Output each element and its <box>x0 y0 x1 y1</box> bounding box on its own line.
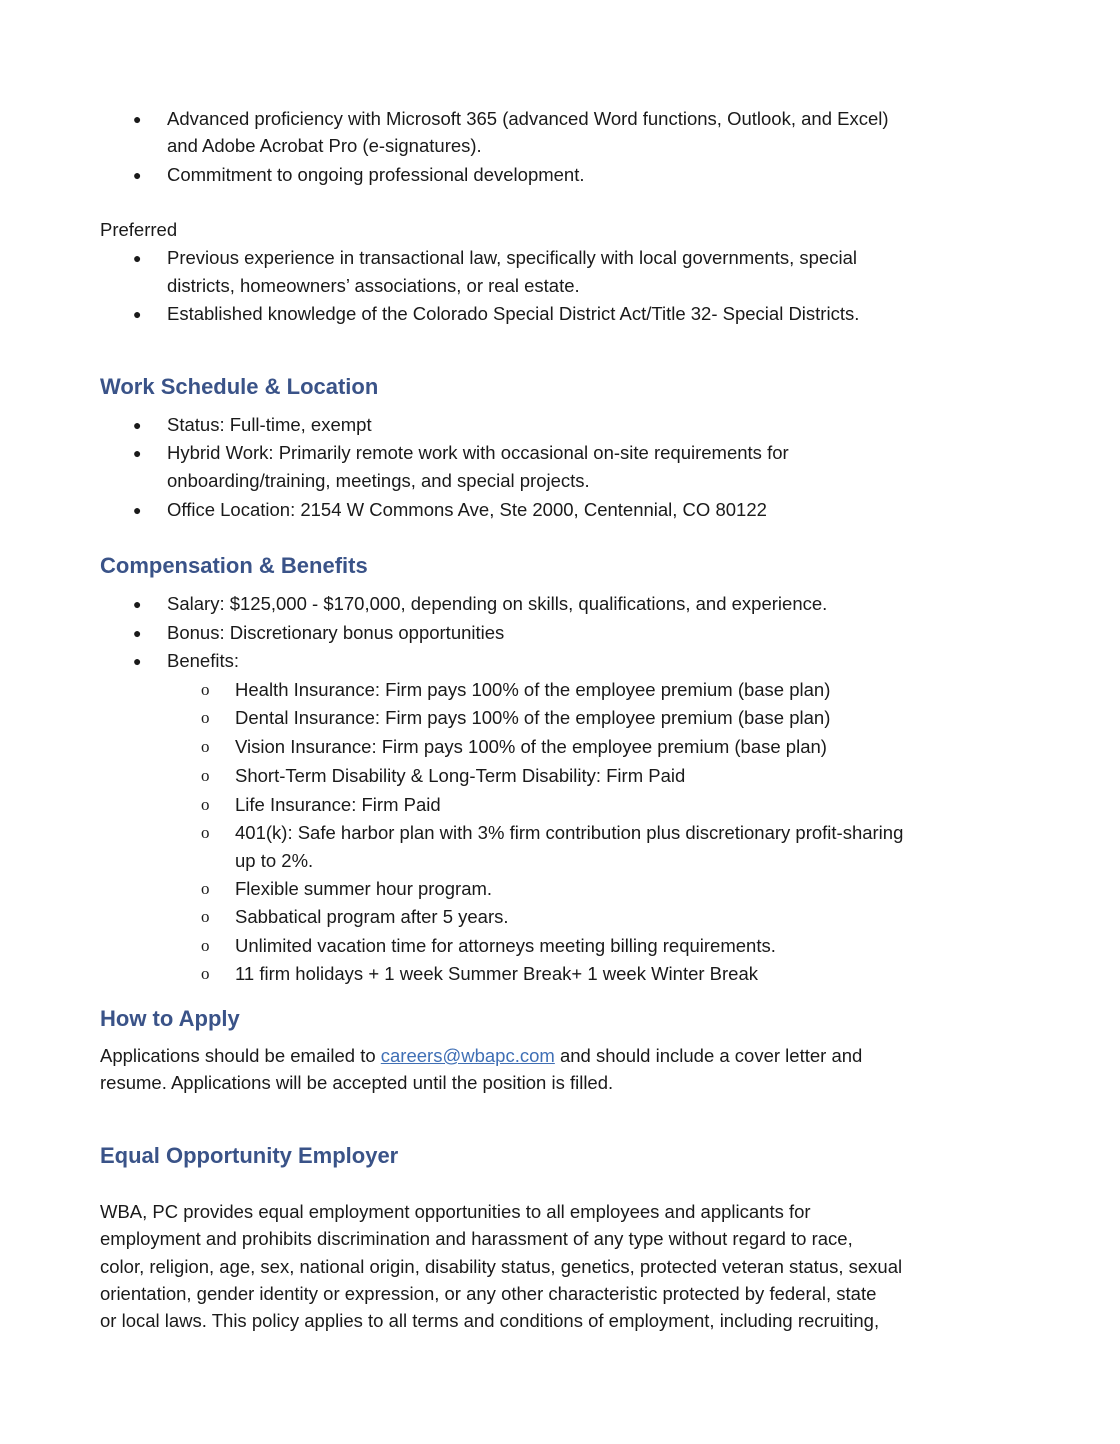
circle-bullet-icon: o <box>201 680 210 699</box>
apply-text <box>100 1045 862 1067</box>
eoe-text-line: or local laws. This policy applies to all terms and conditions of employment, including recruiting, <box>100 1310 880 1331</box>
list-item-text: Advanced proficiency with Microsoft 365 (advanced Word functions, Outlook, and Excel) <box>167 108 889 129</box>
list-item-text: 11 firm holidays + 1 week Summer Break+ 1 week Winter Break <box>235 963 759 984</box>
circle-bullet-icon: o <box>201 907 210 926</box>
list-item-text: Vision Insurance: Firm pays 100% of the employee premium (base plan) <box>235 736 827 757</box>
circle-bullet-icon: o <box>201 823 210 842</box>
list-item-text: Health Insurance: Firm pays 100% of the employee premium (base plan) <box>235 679 831 700</box>
bullet-icon: ● <box>133 596 142 612</box>
list-item-text: Commitment to ongoing professional development. <box>167 164 585 185</box>
circle-bullet-icon: o <box>201 766 210 785</box>
circle-bullet-icon: o <box>201 708 210 727</box>
section-heading-schedule: Work Schedule & Location <box>100 374 379 399</box>
eoe-text-line: WBA, PC provides equal employment opportunities to all employees and applicants for <box>100 1201 811 1222</box>
careers-email-link[interactable]: careers@wbapc.com <box>380 1045 555 1066</box>
list-item-text: Flexible summer hour program. <box>235 878 493 899</box>
list-item-text: Previous experience in transactional law, specifically with local governments, special <box>167 247 857 268</box>
list-item-text: Unlimited vacation time for attorneys meeting billing requirements. <box>235 935 776 956</box>
list-item-text: Established knowledge of the Colorado Special District Act/Title 32- Special Districts. <box>167 303 860 324</box>
list-item-text: Dental Insurance: Firm pays 100% of the employee premium (base plan) <box>235 707 831 728</box>
list-item-text: 401(k): Safe harbor plan with 3% firm contribution plus discretionary profit-sharing <box>235 822 904 843</box>
eoe-text-line: employment and prohibits discrimination and harassment of any type without regard to race, <box>100 1228 853 1249</box>
list-item-text: Sabbatical program after 5 years. <box>235 906 509 927</box>
apply-text-end: and should include a cover letter and <box>554 1045 863 1066</box>
apply-text-line2: resume. Applications will be accepted until the position is filled. <box>100 1072 614 1093</box>
list-item-text: up to 2%. <box>235 850 314 871</box>
eoe-text-line: orientation, gender identity or expression, or any other characteristic protected by federal, state <box>100 1283 877 1304</box>
list-item-text: and Adobe Acrobat Pro (e-signatures). <box>167 135 482 156</box>
circle-bullet-icon: o <box>201 964 210 983</box>
bullet-icon: ● <box>133 502 142 518</box>
circle-bullet-icon: o <box>201 795 210 814</box>
circle-bullet-icon: o <box>201 936 210 955</box>
apply-text-start: Applications should be emailed to <box>100 1045 381 1066</box>
list-item-text: Hybrid Work: Primarily remote work with occasional on-site requirements for <box>167 442 789 463</box>
section-heading-compensation: Compensation & Benefits <box>100 553 368 578</box>
bullet-icon: ● <box>133 653 142 669</box>
eoe-text-line: color, religion, age, sex, national origin, disability status, genetics, protected veteran status, sexual <box>100 1256 903 1277</box>
bullet-icon: ● <box>133 625 142 641</box>
bullet-icon: ● <box>133 111 142 127</box>
list-item-text: Life Insurance: Firm Paid <box>235 794 441 815</box>
bullet-icon: ● <box>133 250 142 266</box>
section-heading-eoe: Equal Opportunity Employer <box>100 1143 399 1168</box>
bullet-icon: ● <box>133 167 142 183</box>
bullet-icon: ● <box>133 306 142 322</box>
list-item-text: Benefits: <box>167 650 239 671</box>
list-item-text: Salary: $125,000 - $170,000, depending on skills, qualifications, and experience. <box>167 593 828 614</box>
list-item-text: Bonus: Discretionary bonus opportunities <box>167 622 505 643</box>
section-heading-apply: How to Apply <box>100 1006 240 1031</box>
list-item-text: Office Location: 2154 W Commons Ave, Ste 2000, Centennial, CO 80122 <box>167 499 767 520</box>
circle-bullet-icon: o <box>201 879 210 898</box>
list-item-text: Short-Term Disability & Long-Term Disability: Firm Paid <box>235 765 686 786</box>
preferred-label: Preferred <box>100 219 178 240</box>
list-item-text: districts, homeowners’ associations, or real estate. <box>167 275 580 296</box>
circle-bullet-icon: o <box>201 737 210 756</box>
bullet-icon: ● <box>133 417 142 433</box>
list-item-text: onboarding/training, meetings, and special projects. <box>167 470 590 491</box>
bullet-icon: ● <box>133 445 142 461</box>
list-item-text: Status: Full-time, exempt <box>167 414 372 435</box>
